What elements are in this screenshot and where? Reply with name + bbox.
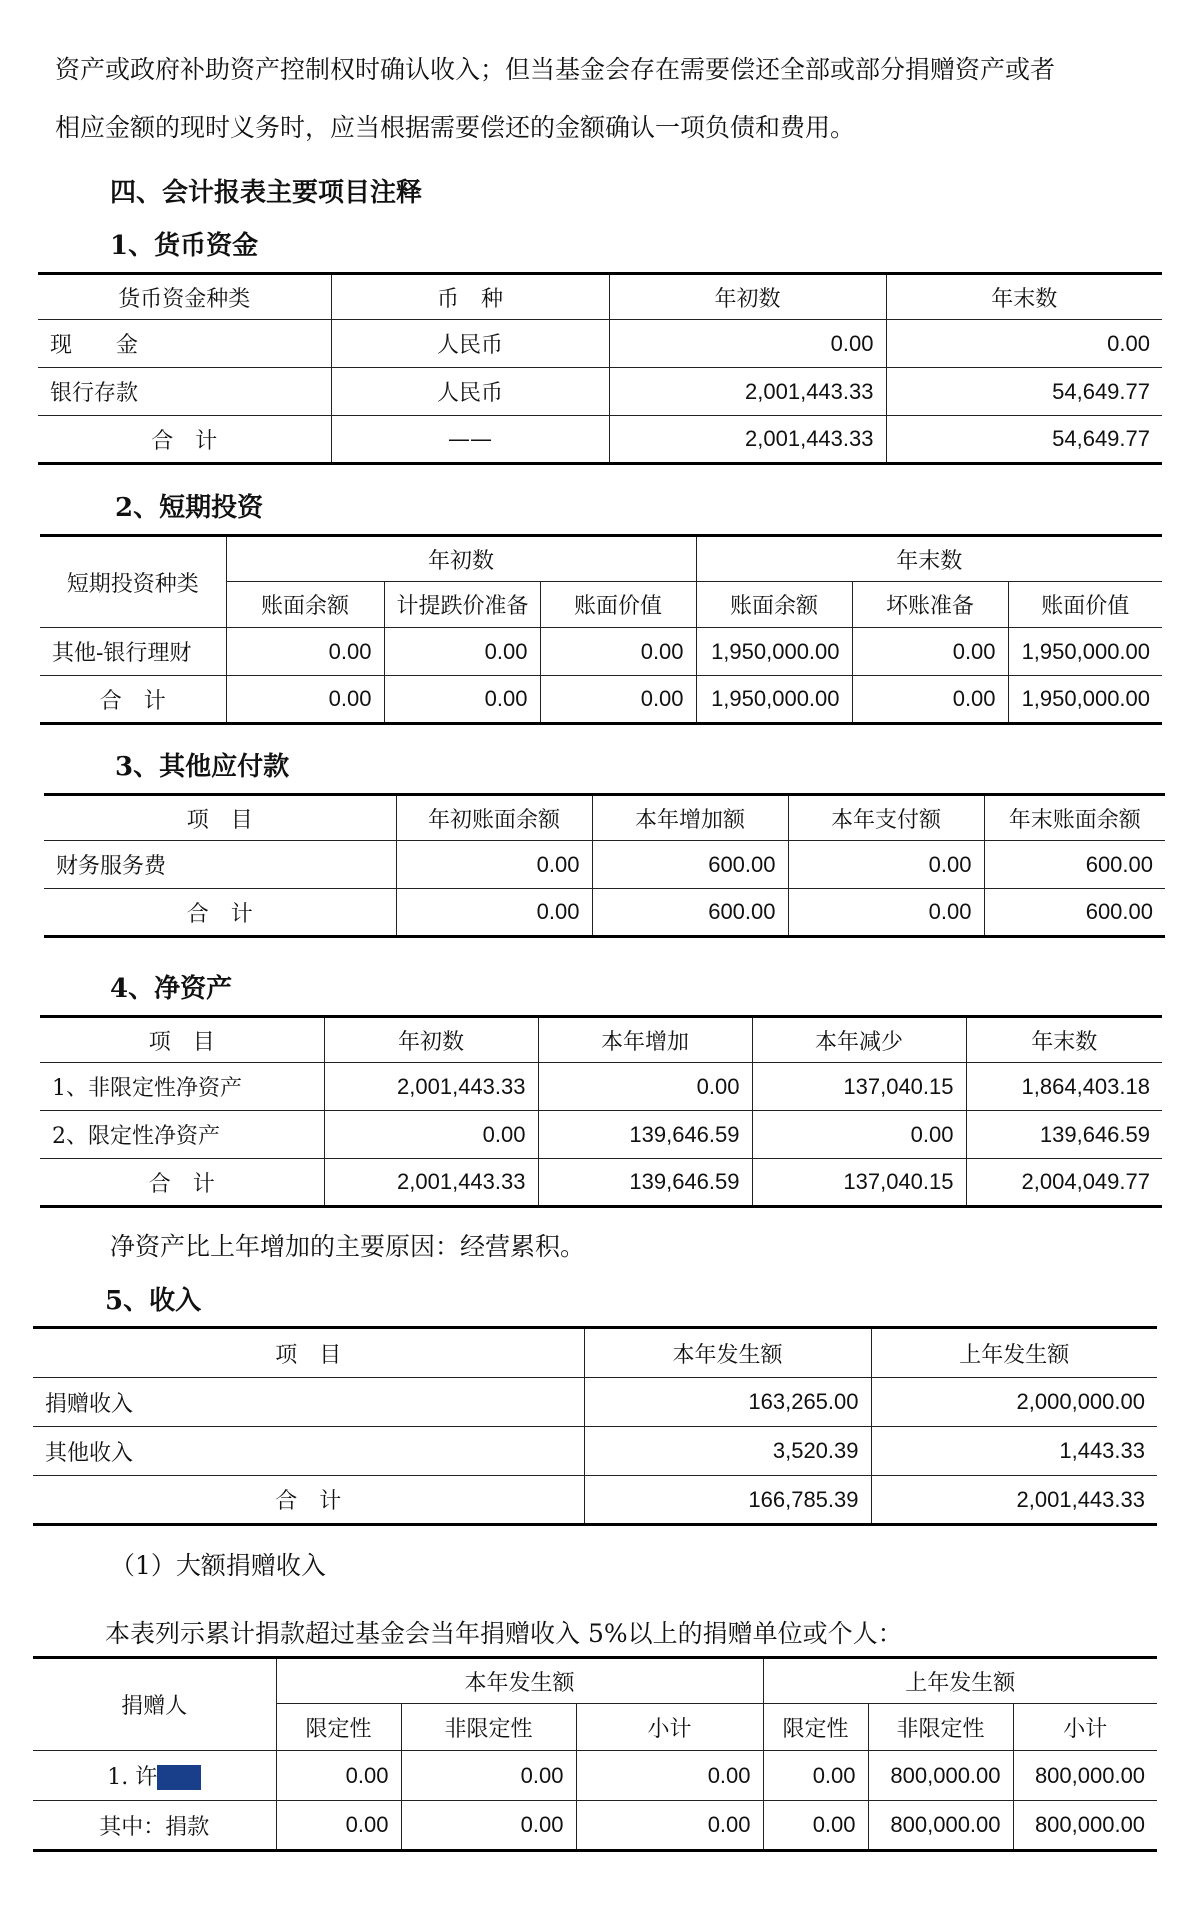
cell: 600.00 — [984, 841, 1165, 889]
cell: 0.00 — [538, 1063, 752, 1111]
cell: 0.00 — [540, 676, 696, 724]
col-header: 年末数 — [886, 274, 1162, 320]
table-row — [40, 1063, 1162, 1111]
cell: 0.00 — [276, 1801, 401, 1851]
redaction-mark: 某某 — [157, 1765, 202, 1790]
cell: 0.00 — [396, 841, 592, 889]
table-header-row — [44, 795, 1165, 841]
cell: 2、限定性净资产 — [40, 1111, 324, 1159]
cell: 人民币 — [331, 368, 609, 416]
cell: 139,646.59 — [538, 1111, 752, 1159]
col-header: 项 目 — [33, 1328, 584, 1378]
cell: 0.00 — [226, 628, 384, 676]
table-header-row — [38, 274, 1162, 320]
large-donation-table — [33, 1656, 1157, 1852]
table-row — [38, 368, 1162, 416]
cell: 2,004,049.77 — [966, 1159, 1162, 1207]
cell: 0.00 — [540, 628, 696, 676]
cell: 其中：捐款 — [33, 1801, 276, 1851]
cell: 2,000,000.00 — [871, 1378, 1157, 1427]
cell: 54,649.77 — [886, 368, 1162, 416]
cell: 0.00 — [788, 889, 984, 937]
col-header: 小计 — [1013, 1704, 1157, 1751]
col-header: 年初账面余额 — [396, 795, 592, 841]
cell: 139,646.59 — [966, 1111, 1162, 1159]
cell: 600.00 — [592, 889, 788, 937]
col-header: 年末数 — [966, 1017, 1162, 1063]
col-header: 项 目 — [40, 1017, 324, 1063]
cell: 0.00 — [763, 1751, 868, 1801]
cell: 2,001,443.33 — [609, 368, 886, 416]
cell: 0.00 — [384, 676, 540, 724]
cell: 1,950,000.00 — [1008, 676, 1162, 724]
col-header: 年初数 — [609, 274, 886, 320]
large-donation-title: （1）大额捐赠收入 — [110, 1551, 326, 1580]
income-title: 5、收入 — [105, 1286, 202, 1316]
table-header-row — [33, 1658, 1157, 1704]
cell: 1、非限定性净资产 — [40, 1063, 324, 1111]
col-header: 本年发生额 — [584, 1328, 871, 1378]
col-header: 非限定性 — [401, 1704, 576, 1751]
col-header: 本年减少 — [752, 1017, 966, 1063]
net-assets-table — [40, 1015, 1162, 1208]
col-header: 货币资金种类 — [38, 274, 331, 320]
cash-table — [38, 272, 1162, 465]
section-title: 四、会计报表主要项目注释 — [110, 178, 423, 208]
cell: 0.00 — [886, 320, 1162, 368]
cell: 0.00 — [788, 841, 984, 889]
cell: 600.00 — [592, 841, 788, 889]
cell: 800,000.00 — [1013, 1801, 1157, 1851]
col-header: 币 种 — [331, 274, 609, 320]
col-header: 本年增加 — [538, 1017, 752, 1063]
col-header: 年末账面余额 — [984, 795, 1165, 841]
table-total-row — [33, 1476, 1157, 1525]
net-assets-note: 净资产比上年增加的主要原因：经营累积。 — [110, 1232, 586, 1261]
net-assets-title: 4、净资产 — [110, 974, 233, 1004]
cell: 2,001,443.33 — [324, 1159, 538, 1207]
cell: 其他-银行理财 — [40, 628, 226, 676]
col-header: 限定性 — [276, 1704, 401, 1751]
cell: 0.00 — [576, 1751, 763, 1801]
table-row — [38, 320, 1162, 368]
cell: 捐赠收入 — [33, 1378, 584, 1427]
col-header: 非限定性 — [868, 1704, 1013, 1751]
table-total-row — [40, 676, 1162, 724]
cell: 财务服务费 — [44, 841, 396, 889]
cell: 0.00 — [852, 676, 1008, 724]
cell: 800,000.00 — [868, 1751, 1013, 1801]
cell: 600.00 — [984, 889, 1165, 937]
cell: 银行存款 — [38, 368, 331, 416]
cell: 2,001,443.33 — [324, 1063, 538, 1111]
col-header: 计提跌价准备 — [384, 582, 540, 628]
cell: 0.00 — [226, 676, 384, 724]
cell: 0.00 — [276, 1751, 401, 1801]
col-header: 上年发生额 — [871, 1328, 1157, 1378]
table-header-row — [33, 1328, 1157, 1378]
cell: 合 计 — [40, 676, 226, 724]
group-header: 年末数 — [696, 536, 1162, 582]
group-header: 上年发生额 — [763, 1658, 1157, 1704]
col-header: 账面价值 — [1008, 582, 1162, 628]
cell: 139,646.59 — [538, 1159, 752, 1207]
cell: 166,785.39 — [584, 1476, 871, 1525]
cell: 人民币 — [331, 320, 609, 368]
payables-title: 3、其他应付款 — [115, 752, 290, 782]
cell: 3,520.39 — [584, 1427, 871, 1476]
cell: 0.00 — [609, 320, 886, 368]
cell: 1,950,000.00 — [696, 628, 852, 676]
col-header: 捐赠人 — [33, 1658, 276, 1751]
short-inv-title: 2、短期投资 — [115, 493, 264, 523]
table-total-row — [44, 889, 1165, 937]
cell: 2,001,443.33 — [609, 416, 886, 464]
col-header: 短期投资种类 — [40, 536, 226, 628]
group-header: 本年发生额 — [276, 1658, 763, 1704]
large-donation-note: 本表列示累计捐款超过基金会当年捐赠收入 5%以上的捐赠单位或个人： — [105, 1619, 903, 1648]
cell: 合 计 — [33, 1476, 584, 1525]
cell: 0.00 — [752, 1111, 966, 1159]
table-row — [44, 841, 1165, 889]
table-row — [33, 1427, 1157, 1476]
table-row — [33, 1378, 1157, 1427]
cell: 137,040.15 — [752, 1063, 966, 1111]
intro-line-2: 相应金额的现时义务时，应当根据需要偿还的金额确认一项负债和费用。 — [55, 113, 856, 142]
table-row — [33, 1801, 1157, 1851]
group-header: 年初数 — [226, 536, 696, 582]
cell: 合 计 — [38, 416, 331, 464]
cell: 1,864,403.18 — [966, 1063, 1162, 1111]
col-header: 小计 — [576, 1704, 763, 1751]
col-header: 本年增加额 — [592, 795, 788, 841]
cell: 现 金 — [38, 320, 331, 368]
col-header: 限定性 — [763, 1704, 868, 1751]
cell: 0.00 — [401, 1751, 576, 1801]
cell: 0.00 — [384, 628, 540, 676]
table-row — [33, 1751, 1157, 1801]
intro-line-1: 资产或政府补助资产控制权时确认收入；但当基金会存在需要偿还全部或部分捐赠资产或者 — [55, 55, 1056, 84]
col-header: 账面价值 — [540, 582, 696, 628]
col-header: 坏账准备 — [852, 582, 1008, 628]
short-inv-table — [40, 534, 1162, 725]
col-header: 年初数 — [324, 1017, 538, 1063]
cell: 0.00 — [401, 1801, 576, 1851]
cell: 0.00 — [576, 1801, 763, 1851]
table-header-row — [40, 536, 1162, 582]
cell: 0.00 — [396, 889, 592, 937]
donor-cell — [33, 1751, 276, 1801]
cell: 1,950,000.00 — [1008, 628, 1162, 676]
col-header: 项 目 — [44, 795, 396, 841]
table-total-row — [40, 1159, 1162, 1207]
cell: 800,000.00 — [1013, 1751, 1157, 1801]
cell: 0.00 — [852, 628, 1008, 676]
cell: 1,950,000.00 — [696, 676, 852, 724]
cell: 其他收入 — [33, 1427, 584, 1476]
cell: 合 计 — [40, 1159, 324, 1207]
income-table — [33, 1326, 1157, 1526]
cell: 137,040.15 — [752, 1159, 966, 1207]
cell: 0.00 — [324, 1111, 538, 1159]
cell: 2,001,443.33 — [871, 1476, 1157, 1525]
cell: 1,443.33 — [871, 1427, 1157, 1476]
table-row — [40, 628, 1162, 676]
table-total-row — [38, 416, 1162, 464]
cell: 800,000.00 — [868, 1801, 1013, 1851]
cash-title: 1、货币资金 — [110, 231, 259, 261]
cell: 163,265.00 — [584, 1378, 871, 1427]
table-header-row — [40, 1017, 1162, 1063]
table-row — [40, 1111, 1162, 1159]
cell: 0.00 — [763, 1801, 868, 1851]
cell: 合 计 — [44, 889, 396, 937]
col-header: 账面余额 — [696, 582, 852, 628]
payables-table — [44, 793, 1165, 938]
cell: —— — [331, 416, 609, 464]
col-header: 账面余额 — [226, 582, 384, 628]
donor-name: 1. 许 — [107, 1765, 158, 1790]
cell: 54,649.77 — [886, 416, 1162, 464]
col-header: 本年支付额 — [788, 795, 984, 841]
